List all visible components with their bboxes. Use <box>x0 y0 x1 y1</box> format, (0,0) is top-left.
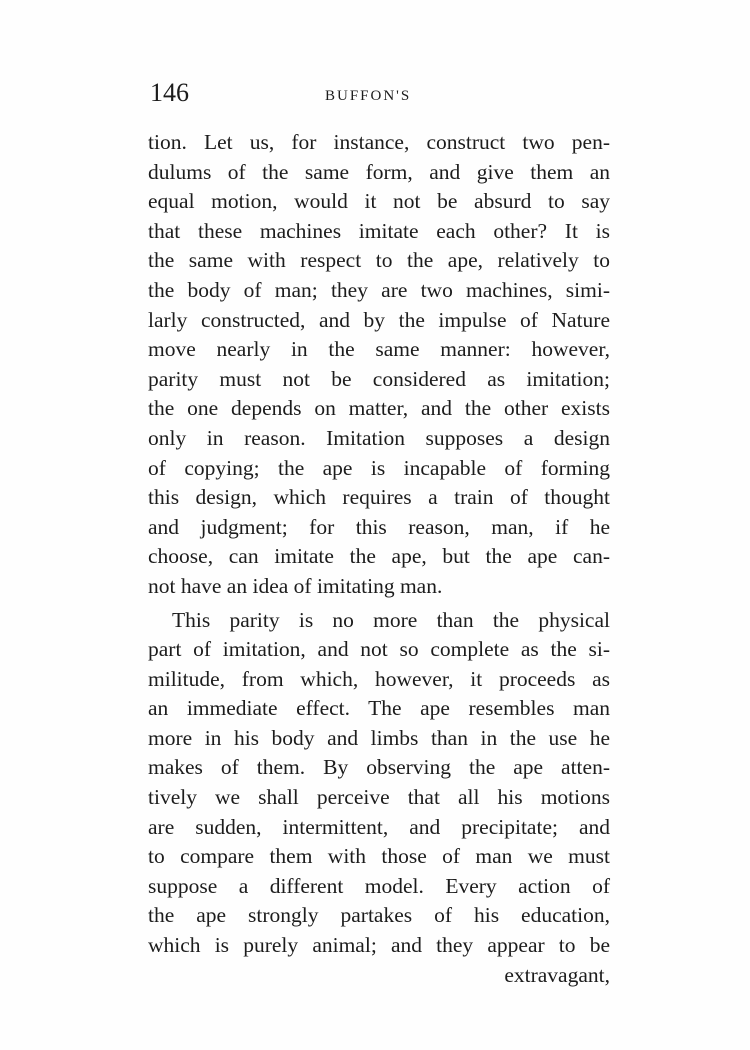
body-text <box>148 128 610 990</box>
text-line: of copying; the ape is incapable of forming <box>148 455 610 480</box>
paragraph-2 <box>148 606 610 961</box>
text-line: to compare them with those of man we must <box>148 844 610 869</box>
text-line: the body of man; they are two machines, simi- <box>148 277 610 302</box>
text-line: more in his body and limbs than in the use he <box>148 725 610 750</box>
text-line: the ape strongly partakes of his education, <box>148 903 610 928</box>
page-header <box>150 78 610 118</box>
text-line: move nearly in the same manner: however, <box>148 337 610 362</box>
catchword: extravagant, <box>504 962 610 987</box>
text-line: larly constructed, and by the impulse of Nature <box>148 307 610 332</box>
text-line: dulums of the same form, and give them an <box>148 159 610 184</box>
text-line: that these machines imitate each other? It is <box>148 218 610 243</box>
text-line: parity must not be considered as imitation; <box>148 366 610 391</box>
text-line: the same with respect to the ape, relatively to <box>148 248 610 273</box>
running-head: BUFFON'S <box>325 88 412 104</box>
text-line: tively we shall perceive that all his motions <box>148 785 610 810</box>
text-line: not have an idea of imitating man. <box>148 573 443 598</box>
text-line: tion. Let us, for instance, construct two pen- <box>148 130 610 154</box>
text-line: this design, which requires a train of thought <box>148 485 610 510</box>
text-line: the one depends on matter, and the other exists <box>148 396 610 421</box>
text-line: makes of them. By observing the ape atten- <box>148 755 610 780</box>
paragraph-1 <box>148 128 610 602</box>
text-line: suppose a different model. Every action of <box>148 873 610 898</box>
text-line: an immediate effect. The ape resembles man <box>148 696 610 721</box>
text-line: This parity is no more than the physical <box>172 607 610 632</box>
text-line: militude, from which, however, it proceeds as <box>148 666 610 691</box>
text-line: equal motion, would it not be absurd to say <box>148 189 610 214</box>
text-line: are sudden, intermittent, and precipitate; and <box>148 814 610 839</box>
text-line: which is purely animal; and they appear to be <box>148 933 610 958</box>
page-number: 146 <box>150 78 189 107</box>
text-line: part of imitation, and not so complete as the si- <box>148 637 610 662</box>
text-line: and judgment; for this reason, man, if he <box>148 514 610 539</box>
text-line: choose, can imitate the ape, but the ape can- <box>148 544 610 569</box>
text-line: only in reason. Imitation supposes a design <box>148 425 610 450</box>
